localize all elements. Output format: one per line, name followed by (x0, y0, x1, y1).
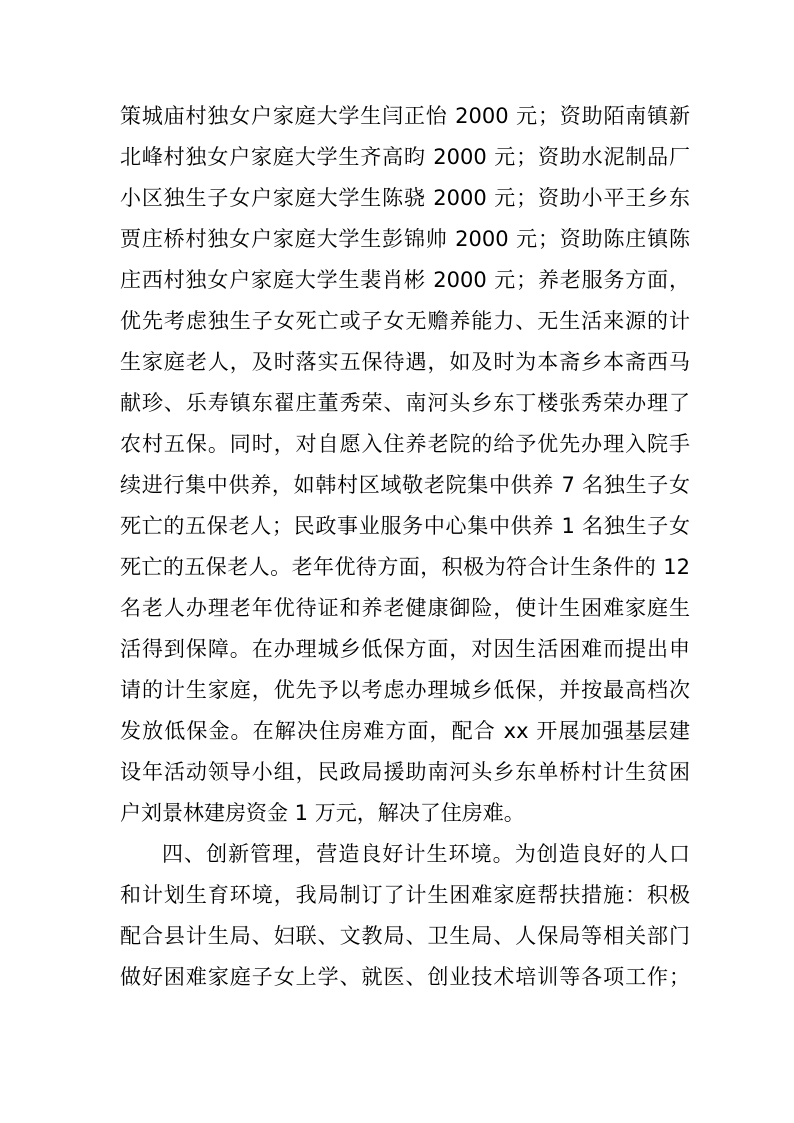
text-line: 名老人办理老年优待证和养老健康御险，使计生困难家庭生 (120, 596, 690, 620)
text-line: 献珍、乐寿镇东翟庄董秀荣、南河头乡东丁楼张秀荣办理了 (120, 391, 690, 415)
text-line: 活得到保障。在办理城乡低保方面，对因生活困难而提出申 (120, 637, 690, 661)
text-line: 死亡的五保老人。老年优待方面，积极为符合计生条件的 12 (120, 555, 690, 579)
text-line: 续进行集中供养，如韩村区域敬老院集中供养 7 名独生子女 (120, 473, 690, 497)
paragraph-2 (120, 834, 690, 998)
text-line: 设年活动领导小组，民政局援助南河头乡东单桥村计生贫困 (120, 760, 690, 784)
text-line: 死亡的五保老人；民政事业服务中心集中供养 1 名独生子女 (120, 514, 690, 538)
paragraph-1 (120, 96, 690, 834)
text-line: 做好困难家庭子女上学、就医、创业技术培训等各项工作； (120, 965, 690, 989)
text-line: 优先考虑独生子女死亡或子女无赡养能力、无生活来源的计 (120, 309, 690, 333)
text-line: 庄西村独女户家庭大学生裴肖彬 2000 元；养老服务方面， (120, 268, 690, 292)
text-line: 生家庭老人，及时落实五保待遇，如及时为本斋乡本斋西马 (120, 350, 690, 374)
body-text (120, 96, 690, 998)
text-line: 发放低保金。在解决住房难方面，配合 xx 开展加强基层建 (120, 719, 690, 743)
text-line: 配合县计生局、妇联、文教局、卫生局、人保局等相关部门 (120, 924, 690, 948)
text-line: 和计划生育环境，我局制订了计生困难家庭帮扶措施：积极 (120, 883, 690, 907)
text-line: 户刘景林建房资金 1 万元，解决了住房难。 (120, 801, 525, 825)
text-line: 农村五保。同时，对自愿入住养老院的给予优先办理入院手 (120, 432, 690, 456)
text-line: 请的计生家庭，优先予以考虑办理城乡低保，并按最高档次 (120, 678, 690, 702)
text-line: 四、创新管理，营造良好计生环境。为创造良好的人口 (162, 842, 690, 866)
text-line: 策城庙村独女户家庭大学生闫正怡 2000 元；资助陌南镇新 (120, 104, 690, 128)
text-line: 小区独生子女户家庭大学生陈骁 2000 元；资助小平王乡东 (120, 186, 690, 210)
text-line: 北峰村独女户家庭大学生齐高昀 2000 元；资助水泥制品厂 (120, 145, 690, 169)
text-line: 贾庄桥村独女户家庭大学生彭锦帅 2000 元；资助陈庄镇陈 (120, 227, 690, 251)
